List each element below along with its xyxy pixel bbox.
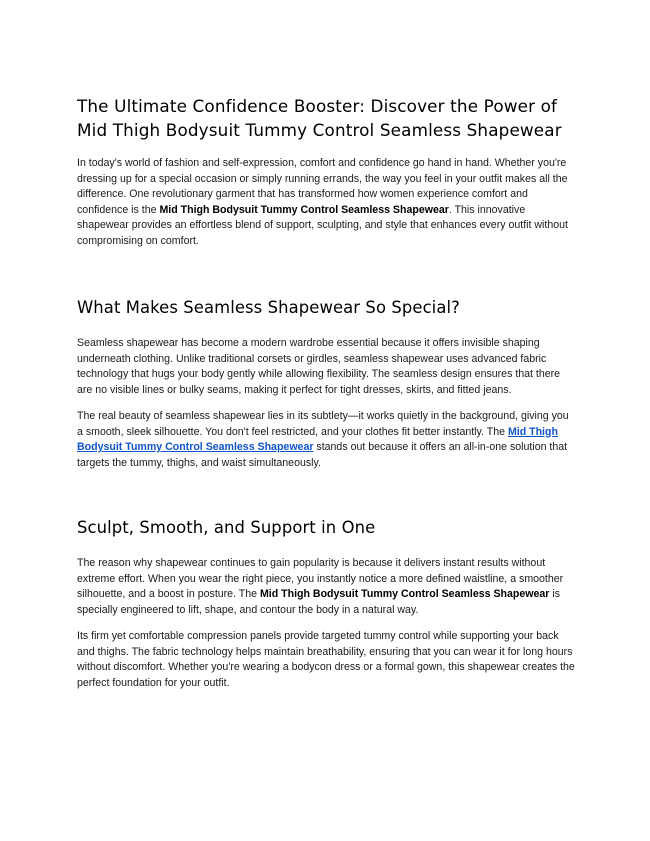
special-paragraph-2: [77, 409, 577, 471]
special-paragraph-1: Seamless shapewear has become a modern wardrobe essential because it offers invisible shaping underneath clothing. Unlike traditional corsets or girdles, seamless shapewear uses advanced fabric technology that hugs your body gently while allowing flexibility. The seamless design ensures that there are no visible lines or bulky seams, making it perfect for tight dresses, skirts, and fitted jeans.: [77, 337, 561, 396]
special-p2-text-1: The real beauty of seamless shapewear lies in its subtlety—it works quietly in the background, giving you a smooth, sleek silhouette. You don't feel restricted, and your clothes fit better instantly. The: [77, 410, 569, 438]
special-p2-text-2: stands out because it offers an all-in-one solution that targets the tummy, thighs, and waist simultaneously.: [77, 441, 568, 469]
sculpt-p1-text-2: is specially engineered to lift, shape, and contour the body in a natural way.: [77, 588, 560, 616]
product-link[interactable]: Mid Thigh Bodysuit Tummy Control Seamless Shapewear: [77, 425, 558, 453]
sculpt-p1-bold-product: Mid Thigh Bodysuit Tummy Control Seamless Shapewear: [259, 588, 550, 600]
intro-text-2: . This innovative shapewear provides an effortless blend of support, sculpting, and style that enhances every outfit without compromising on comfort.: [77, 203, 568, 247]
sculpt-paragraph-2: Its firm yet comfortable compression panels provide targeted tummy control while supporting your back and thighs. The fabric technology helps maintain breathability, ensuring that you can wear it for long hours without discomfort. Whether you're wearing a bodycon dress or a formal gown, this shapewear creates the perfect foundation for your outfit.: [77, 630, 575, 689]
section-heading-special: What Makes Seamless Shapewear So Special?: [77, 298, 460, 317]
document-page: [77, 94, 577, 702]
intro-paragraph: [77, 156, 577, 249]
sculpt-p1-text-1: The reason why shapewear continues to gain popularity is because it delivers instant results without extreme effort. When you wear the right piece, you instantly notice a more defined waistline, a smoother silhouette, and a boost in posture. The: [77, 557, 564, 600]
section-heading-sculpt: Sculpt, Smooth, and Support in One: [77, 518, 376, 537]
intro-text-1: In today's world of fashion and self-expression, comfort and confidence go hand in hand. Whether you're dressing up for a special occasion or simply running errands, the way you feel in your outfit makes all the difference. One revolutionary garment that has transformed how women experience comfort and confidence is the: [77, 157, 568, 216]
sculpt-paragraph-1: [77, 556, 577, 618]
document-title: The Ultimate Confidence Booster: Discover the Power of Mid Thigh Bodysuit Tummy Control Seamless Shapewear: [77, 96, 562, 140]
intro-bold-product: Mid Thigh Bodysuit Tummy Control Seamless Shapewear: [159, 203, 449, 216]
